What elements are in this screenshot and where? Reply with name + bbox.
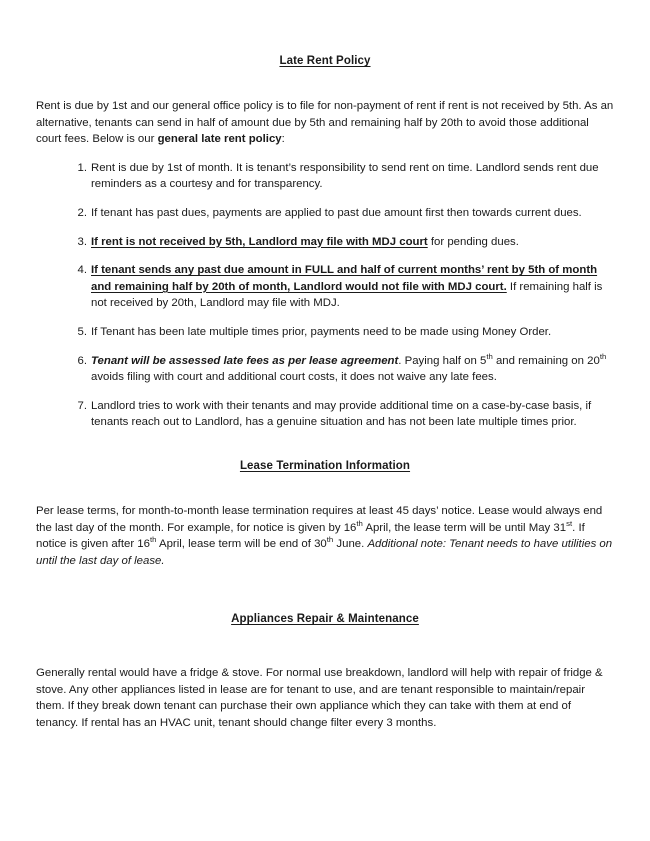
list-marker: 3. — [77, 235, 87, 248]
list-item-emphasis: If tenant sends any past due amount in FULL and half of current months’ rent by 5th of month and remaining half by 20th of month, Landlord would not file with MDJ court. — [91, 264, 598, 293]
lease-text-3: . If notice is given after 16 — [36, 521, 585, 551]
list-marker: 4. — [77, 264, 87, 277]
intro-text-before: Rent is due by 1st and our general office policy is to file for non-payment of rent if rent is not received by 5th. As an alternative, tenants can send in half of amount due by 5th and remaining half by 20th to avoid those additional court fees. Below is our — [36, 100, 614, 146]
lease-text-5: June. — [333, 538, 368, 551]
intro-bold-phrase: general late rent policy — [157, 133, 282, 146]
list-item-text: If remaining half is not received by 20th, Landlord may file with MDJ. — [91, 280, 603, 310]
lease-termination-heading: Lease Termination Information — [239, 459, 411, 472]
list-item — [36, 324, 614, 341]
intro-text-after: : — [281, 133, 285, 146]
lease-text-1: Per lease terms, for month-to-month lease termination requires at least 45 days’ notice. Lease would always end the last day of the month. For example, for notice is given by 16 — [36, 504, 603, 534]
list-item-emphasis: If rent is not received by 5th, Landlord may file with MDJ court — [91, 235, 428, 248]
lease-termination-paragraph — [36, 472, 614, 569]
list-item — [36, 160, 614, 193]
list-marker: 7. — [77, 399, 87, 412]
list-item-text: Landlord tries to work with their tenants and may provide additional time on a case-by-case basis, if tenants reach out to Landlord, has a genuine situation and has not been late multiple times prior. — [91, 399, 592, 429]
appliances-section — [36, 569, 614, 731]
ordinal-suffix: th — [149, 535, 157, 545]
intro-paragraph — [36, 67, 614, 148]
list-marker: 6. — [77, 354, 87, 367]
ordinal-suffix: th — [326, 535, 334, 545]
lease-text-4: April, lease term will be end of 30 — [156, 538, 327, 551]
list-item-text: for pending dues. — [427, 235, 519, 248]
list-item-text: If Tenant has been late multiple times prior, payments need to be made using Money Order. — [91, 325, 552, 338]
list-item-emphasis: Tenant will be assessed late fees as per lease agreement — [91, 354, 399, 367]
list-item-text: If tenant has past dues, payments are applied to past due amount first then towards current dues. — [91, 206, 582, 219]
list-item-text-2: and remaining on 20 — [492, 354, 600, 367]
list-item — [36, 262, 614, 312]
list-marker: 2. — [77, 206, 87, 219]
list-item-text: Rent is due by 1st of month. It is tenant’s responsibility to send rent on time. Landlord sends rent due reminders as a courtesy and for transparency. — [91, 161, 599, 191]
ordinal-suffix: th — [486, 351, 493, 361]
lease-additional-note: Additional note: Tenant needs to have utilities on until the last day of lease. — [36, 538, 613, 567]
ordinal-suffix: st — [566, 518, 573, 528]
appliances-paragraph: Generally rental would have a fridge & stove. For normal use breakdown, landlord will help with repair of fridge & stove. Any other appliances listed in lease are for tenant to use, and are tenant responsible to maintain/repair them. If they break down tenant can purchase their own appliance which they can take with them at end of tenancy. If rental has an HVAC unit, tenant should change filter every 3 months. — [36, 667, 603, 730]
list-item — [36, 234, 614, 251]
lease-text-2: April, the lease term will be until May 31 — [362, 521, 567, 534]
late-rent-policy-list — [36, 148, 614, 431]
ordinal-suffix: th — [356, 518, 363, 528]
appliances-heading: Appliances Repair & Maintenance — [231, 613, 419, 626]
list-item — [36, 353, 614, 386]
ordinal-suffix: th — [599, 351, 607, 361]
list-item-text-1: . Paying half on 5 — [398, 354, 487, 367]
list-item-text-3: avoids filing with court and additional court costs, it does not waive any late fees. — [91, 371, 497, 384]
list-item — [36, 398, 614, 431]
page-title: Late Rent Policy — [279, 55, 371, 67]
list-item — [36, 205, 614, 222]
list-marker: 1. — [77, 161, 87, 174]
lease-termination-section — [36, 431, 614, 569]
list-marker: 5. — [77, 325, 87, 338]
